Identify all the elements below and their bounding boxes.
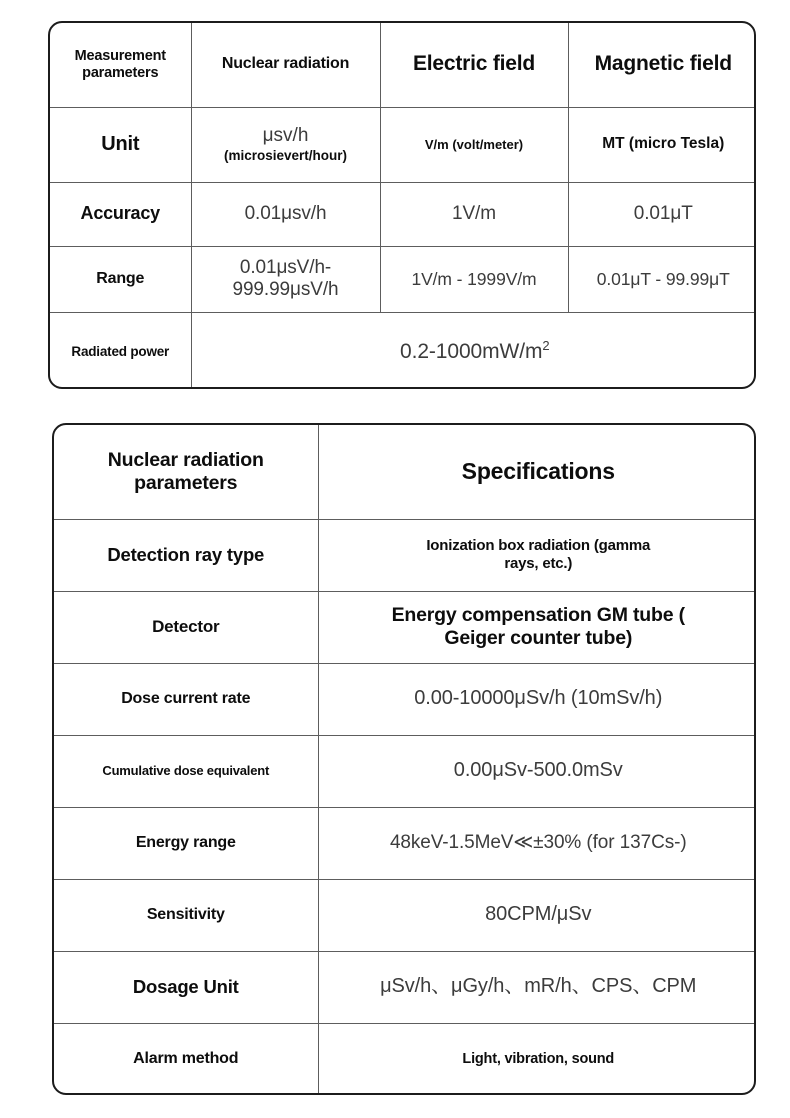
cell-alarm-method-value: Light, vibration, sound <box>462 1050 615 1067</box>
row-label-cumulative-dose-equivalent: Cumulative dose equivalent <box>54 735 318 807</box>
cell-unit-nuclear-sub: (microsievert/hour) <box>223 147 348 163</box>
row-label-alarm-method: Alarm method <box>54 1023 318 1095</box>
cell-accuracy-nuclear: 0.01μsv/h <box>191 182 380 246</box>
header-nuclear-radiation: Nuclear radiation <box>191 23 380 107</box>
row-label-radiated-power: Radiated power <box>50 312 191 389</box>
row-label-detector: Detector <box>54 591 318 663</box>
row-label-accuracy: Accuracy <box>50 182 191 246</box>
cell-dosage-unit-value: μSv/h、μGy/h、mR/h、CPS、CPM <box>318 951 756 1023</box>
cell-accuracy-electric: 1V/m <box>380 182 568 246</box>
row-label-dose-current-rate: Dose current rate <box>54 663 318 735</box>
cell-unit-electric: V/m (volt/meter) <box>380 107 568 182</box>
detection-ray-type-line2: rays, etc.) <box>504 555 573 572</box>
cell-range-electric: 1V/m - 1999V/m <box>380 246 568 312</box>
table-header-row <box>54 425 756 519</box>
table-row-dose-current-rate <box>54 663 756 735</box>
table-row-energy-range <box>54 807 756 879</box>
row-label-sensitivity: Sensitivity <box>54 879 318 951</box>
table-row-dosage-unit <box>54 951 756 1023</box>
header-magnetic-field: Magnetic field <box>568 23 756 107</box>
table-row-detection-ray-type <box>54 519 756 591</box>
cell-sensitivity-value: 80CPM/μSv <box>318 879 756 951</box>
table-row-unit <box>50 107 756 182</box>
row-label-unit: Unit <box>50 107 191 182</box>
nuclear-radiation-parameters-table <box>52 423 756 1095</box>
table-row-detector <box>54 591 756 663</box>
table-row-alarm-method <box>54 1023 756 1095</box>
cell-accuracy-magnetic: 0.01μT <box>568 182 756 246</box>
detection-ray-type-line1: Ionization box radiation (gamma <box>426 537 651 555</box>
table-row-accuracy <box>50 182 756 246</box>
cell-cumulative-dose-equivalent-value: 0.00μSv-500.0mSv <box>318 735 756 807</box>
cell-energy-range-value: 48keV-1.5MeV≪±30% (for 137Cs-) <box>318 807 756 879</box>
detector-line2: Geiger counter tube) <box>444 627 633 649</box>
cell-radiated-power-value <box>191 312 756 389</box>
row-label-dosage-unit: Dosage Unit <box>54 951 318 1023</box>
cell-unit-nuclear <box>191 107 380 182</box>
cell-detector-value <box>318 591 756 663</box>
header-measurement-parameters: Measurement parameters <box>50 23 191 107</box>
header-specifications: Specifications <box>318 425 756 519</box>
row-label-range: Range <box>50 246 191 312</box>
cell-range-nuclear <box>191 246 380 312</box>
radiated-power-exponent: 2 <box>542 338 550 354</box>
cell-unit-nuclear-main: μsv/h <box>262 125 309 147</box>
table-header-row <box>50 23 756 107</box>
cell-detection-ray-type-value <box>318 519 756 591</box>
row-label-energy-range: Energy range <box>54 807 318 879</box>
cell-range-nuclear-line2: 999.99μsV/h <box>232 279 339 300</box>
table-row-radiated-power <box>50 312 756 389</box>
cell-unit-magnetic: MT (micro Tesla) <box>568 107 756 182</box>
measurement-parameters-table <box>48 21 756 389</box>
radiated-power-base: 0.2-1000mW/m <box>400 340 543 364</box>
detector-line1: Energy compensation GM tube ( <box>391 604 685 626</box>
cell-range-nuclear-line1: 0.01μsV/h- <box>239 256 332 278</box>
table-row-sensitivity <box>54 879 756 951</box>
table-row-cumulative-dose-equivalent <box>54 735 756 807</box>
header-nuclear-radiation-parameters: Nuclear radiation parameters <box>54 425 318 519</box>
header-electric-field: Electric field <box>380 23 568 107</box>
cell-range-magnetic: 0.01μT - 99.99μT <box>568 246 756 312</box>
row-label-detection-ray-type: Detection ray type <box>54 519 318 591</box>
cell-dose-current-rate-value: 0.00-10000μSv/h (10mSv/h) <box>318 663 756 735</box>
table-row-range <box>50 246 756 312</box>
